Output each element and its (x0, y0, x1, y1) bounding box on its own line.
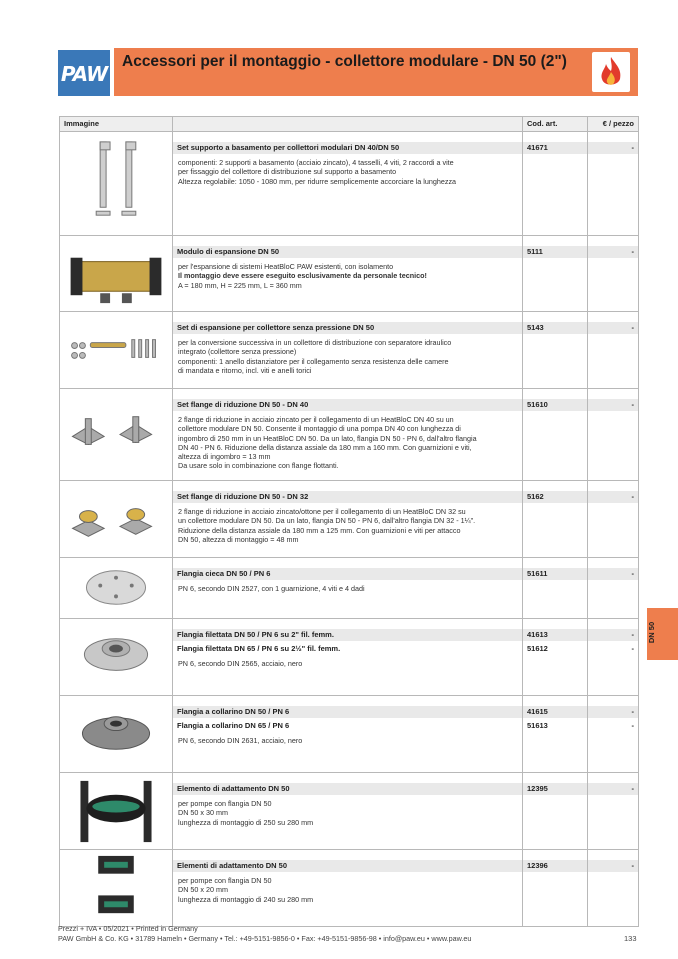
detail-line: DN 50 x 30 mm (178, 808, 228, 818)
product-price (588, 389, 639, 481)
product-image (60, 236, 173, 312)
col-header-description (173, 117, 523, 132)
product-code (523, 132, 588, 236)
product-details (173, 154, 522, 186)
detail-line: ingombro di 250 mm in un HeatBloC DN 50. Da un lato, flangia DN 50 - PN 6, dall'altro flangia (178, 433, 477, 443)
table-row (60, 773, 639, 850)
product-description (173, 236, 523, 312)
logo-text: PAW (60, 62, 108, 86)
product-price (588, 696, 639, 773)
product-code (523, 312, 588, 389)
table-row (60, 132, 639, 236)
product-name: Set supporto a basamento per collettori modulari DN 40/DN 50 (173, 142, 522, 154)
product-price (588, 132, 639, 236)
product-name: Set di espansione per collettore senza pressione DN 50 (173, 322, 522, 334)
detail-line: Altezza regolabile: 1050 - 1080 mm, per ridurre semplicemente accorciare la lunghezza (178, 176, 457, 186)
product-name: Set flange di riduzione DN 50 - DN 40 (173, 399, 522, 411)
detail-line: Riduzione della distanza assiale da 180 mm a 125 mm. Con guarnizioni e viti per attacco (178, 525, 461, 535)
detail-line: A = 180 mm, H = 225 mm, L = 360 mm (178, 280, 302, 290)
product-details (173, 872, 522, 904)
product-name: Modulo di espansione DN 50 (173, 246, 522, 258)
product-image (60, 773, 173, 850)
product-warning: Il montaggio deve essere eseguito esclusivamente da personale tecnico! (178, 271, 427, 281)
detail-line: lunghezza di montaggio di 240 su 280 mm (178, 894, 314, 904)
detail-line: DN 40 - PN 6. Riduzione della distanza assiale da 180 mm a 160 mm. Con guarnizioni e viti, (178, 442, 472, 452)
detail-line: Da usare solo in combinazione con flange flottanti. (178, 461, 339, 471)
table-row (60, 558, 639, 619)
page-title: Accessori per il montaggio - collettore modulare - DN 50 (2") (122, 53, 567, 70)
unit-price: - (588, 706, 638, 718)
detail-line: PN 6, secondo DIN 2631, acciaio, nero (178, 736, 303, 745)
product-details (173, 503, 522, 544)
product-name: Flangia cieca DN 50 / PN 6 (173, 568, 522, 580)
product-name: Flangia filettata DN 50 / PN 6 su 2" fil. femm. (173, 629, 522, 641)
unit-price: - (588, 568, 638, 580)
table-row (60, 696, 639, 773)
product-code (523, 389, 588, 481)
section-side-tab (647, 608, 678, 660)
product-description (173, 312, 523, 389)
table-row (60, 389, 639, 481)
product-image (60, 132, 173, 236)
detail-line: per fissaggio del collettore di distribuzione sul supporto a basamento (178, 167, 397, 177)
unit-price: - (588, 322, 638, 334)
article-code: 12396 (523, 860, 587, 872)
unit-price: - (631, 721, 634, 730)
article-code: 5143 (523, 322, 587, 334)
article-code: 41671 (523, 142, 587, 154)
detail-line: collettore modulare DN 50. Consente il montaggio di una pompa DN 40 con lunghezza di (178, 424, 461, 434)
product-details (173, 732, 522, 745)
product-image (60, 558, 173, 619)
product-code (523, 773, 588, 850)
footer-line-2: PAW GmbH & Co. KG • 31789 Hameln • Germany • Tel.: +49-5151-9856-0 • Fax: +49-5151-9856-98 • info@paw.eu • www.paw.eu (58, 934, 472, 943)
article-code: 41613 (523, 629, 587, 641)
product-price (588, 773, 639, 850)
product-details (173, 580, 522, 593)
unit-price: - (588, 246, 638, 258)
product-description (173, 389, 523, 481)
unit-price: - (631, 644, 634, 653)
product-description (173, 773, 523, 850)
detail-line: di mandata e ritorno, incl. viti e anelli torici (178, 365, 312, 375)
product-name: Set flange di riduzione DN 50 - DN 32 (173, 491, 522, 503)
table-row (60, 619, 639, 696)
product-image (60, 619, 173, 696)
col-header-image: Immagine (60, 117, 173, 132)
product-name: Elementi di adattamento DN 50 (173, 860, 522, 872)
table-row (60, 481, 639, 558)
article-code: 12395 (523, 783, 587, 795)
product-code (523, 696, 588, 773)
unit-price: - (588, 142, 638, 154)
title-banner (114, 48, 638, 96)
col-header-code: Cod. art. (523, 117, 588, 132)
product-name: Flangia filettata DN 65 / PN 6 su 2½" fil. femm. (177, 644, 341, 653)
footer-line-1: Prezzi + IVA • 05/2021 • Printed in Germany (58, 924, 198, 933)
detail-line: per la conversione successiva in un collettore di distribuzione con separatore idraulico (178, 338, 452, 347)
detail-line: 2 flange di riduzione in acciaio zincato/ottone per il collegamento di un HeatBloC DN 32 su (178, 507, 466, 516)
footer (58, 924, 471, 944)
product-code (523, 850, 588, 927)
detail-line: componenti: 2 supporti a basamento (acciaio zincato), 4 tasselli, 4 viti, 2 raccordi a vite (178, 158, 454, 167)
product-description (173, 850, 523, 927)
product-price (588, 312, 639, 389)
detail-line: per pompe con flangia DN 50 (178, 876, 272, 885)
product-details (173, 258, 522, 290)
product-code (523, 481, 588, 558)
product-description (173, 558, 523, 619)
unit-price: - (588, 860, 638, 872)
product-code (523, 558, 588, 619)
paw-logo (58, 50, 110, 96)
product-table (59, 116, 639, 927)
unit-price: - (588, 399, 638, 411)
product-image (60, 696, 173, 773)
detail-line: PN 6, secondo DIN 2565, acciaio, nero (178, 659, 303, 668)
product-image (60, 389, 173, 481)
product-code (523, 236, 588, 312)
side-tab-label: DN 50 (647, 621, 657, 644)
product-name: Flangia a collarino DN 50 / PN 6 (173, 706, 522, 718)
article-code: 51613 (527, 721, 548, 730)
col-header-price: € / pezzo (588, 117, 639, 132)
table-row (60, 850, 639, 927)
table-header-row (60, 117, 639, 132)
detail-line: DN 50, altezza di montaggio = 48 mm (178, 534, 299, 544)
table-row (60, 236, 639, 312)
product-description (173, 481, 523, 558)
detail-line: PN 6, secondo DIN 2527, con 1 guarnizione, 4 viti e 4 dadi (178, 584, 365, 593)
product-price (588, 850, 639, 927)
product-price (588, 619, 639, 696)
product-details (173, 411, 522, 471)
flame-icon (592, 52, 630, 92)
product-description (173, 132, 523, 236)
product-description (173, 696, 523, 773)
product-code (523, 619, 588, 696)
product-details (173, 655, 522, 668)
product-price (588, 236, 639, 312)
detail-line: per pompe con flangia DN 50 (178, 799, 272, 808)
product-price (588, 481, 639, 558)
article-code: 5162 (523, 491, 587, 503)
product-name: Elemento di adattamento DN 50 (173, 783, 522, 795)
page-number: 133 (624, 934, 637, 943)
detail-line: lunghezza di montaggio di 250 su 280 mm (178, 817, 314, 827)
product-image (60, 312, 173, 389)
unit-price: - (588, 629, 638, 641)
product-image (60, 850, 173, 927)
unit-price: - (588, 783, 638, 795)
product-name: Flangia a collarino DN 65 / PN 6 (177, 721, 290, 730)
detail-line: altezza di ingombro = 13 mm (178, 452, 271, 462)
detail-line: un collettore modulare DN 50. Da un lato, flangia DN 50 - PN 6, dall'altro flangia DN 32 - 1¼". (178, 516, 476, 526)
unit-price: - (588, 491, 638, 503)
product-image (60, 481, 173, 558)
product-price (588, 558, 639, 619)
table-row (60, 312, 639, 389)
article-code: 5111 (523, 246, 587, 258)
article-code: 51611 (523, 568, 587, 580)
detail-line: integrato (collettore senza pressione) (178, 347, 297, 357)
detail-line: componenti: 1 anello distanziatore per il collegamento senza resistenza delle camere (178, 356, 449, 366)
detail-line: per l'espansione di sistemi HeatBloC PAW esistenti, con isolamento (178, 262, 394, 271)
product-details (173, 334, 522, 375)
article-code: 51610 (523, 399, 587, 411)
article-code: 41615 (523, 706, 587, 718)
article-code: 51612 (527, 644, 548, 653)
product-description (173, 619, 523, 696)
detail-line: 2 flange di riduzione in acciaio zincato per il collegamento di un HeatBloC DN 40 su un (178, 415, 454, 424)
detail-line: DN 50 x 20 mm (178, 885, 228, 895)
product-details (173, 795, 522, 827)
